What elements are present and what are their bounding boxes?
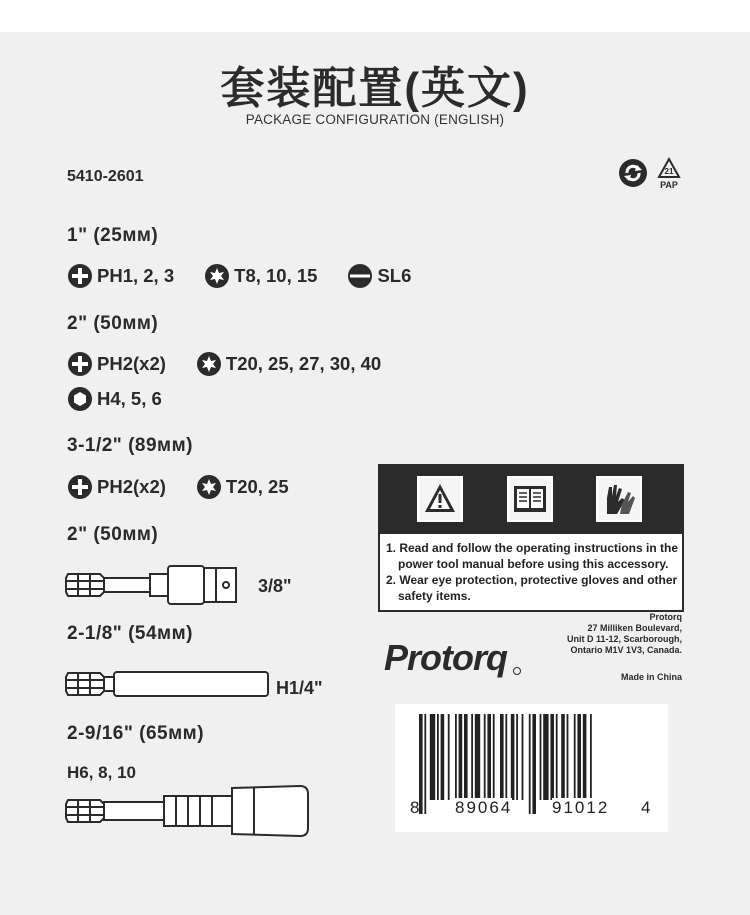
barcode-bar [455,714,457,800]
bit-row [67,386,192,412]
accessory-heading: 2-9/16" (65мм) [67,723,205,744]
barcode-bar [424,714,426,814]
accessory-heading: 2-1/8" (54мм) [67,623,193,644]
torx-icon [196,351,222,377]
recycle-material: PAP [660,180,678,190]
barcode-bar [505,714,507,800]
barcode-bar [471,714,473,800]
warning-item: 1. Read and follow the operating instructions in the power tool manual before using this accessory. [386,541,679,571]
socket-adapter-drawing [64,560,254,610]
hex-icon [67,386,93,412]
address-line: 27 Milliken Boulevard, [587,623,682,633]
read-manual-icon [507,476,553,522]
nut-setter-drawing [64,778,314,844]
bit-row [67,263,441,289]
warning-list [386,540,682,604]
address-line: Ontario M1V 1V3, Canada. [570,645,682,655]
page-subtitle: PACKAGE CONFIGURATION (ENGLISH) [245,112,505,127]
bit-label: PH2(x2) [97,353,166,374]
barcode-digit-right: 4 [641,798,651,817]
slotted-icon [347,263,373,289]
bit-row [67,351,411,377]
recycle-marks [618,156,688,201]
bit-item [67,386,162,412]
warning-item: 2. Wear eye protection, protective gloves and other safety items. [386,573,678,603]
barcode-bar [430,714,435,800]
barcode-bar [459,714,463,800]
barcode-bars [419,714,645,814]
section-heading: 2" (50мм) [67,313,159,334]
barcode-bar [464,714,468,800]
section-heading: 3-1/2" (89мм) [67,435,193,456]
barcode-bar [561,714,565,800]
bit-item [196,351,381,377]
barcode-bar [475,714,480,800]
warning-panel [378,464,684,612]
barcode-group-2: 91012 [552,798,610,817]
address-line: Unit D 11-12, Scarborough, [566,634,682,644]
accessory-label: H1/4" [276,678,323,698]
manufacturer-address [540,612,682,656]
bit-label: T8, 10, 15 [234,265,318,286]
warning-triangle-icon [417,476,463,522]
barcode-bar [583,714,587,800]
barcode-bar [441,714,445,800]
phillips-icon [67,474,93,500]
bit-item [67,263,174,289]
barcode-bar [567,714,569,800]
brand-logo-text: Protorq [384,637,507,678]
product-code: 5410-2601 [67,168,144,185]
barcode-bar [437,714,439,800]
barcode-bar [484,714,486,800]
warning-icons-bar [380,466,682,534]
barcode-bar [550,714,554,800]
phillips-icon [67,263,93,289]
bit-label: T20, 25, 27, 30, 40 [225,353,382,374]
barcode-bar [448,714,450,800]
recycle-icon [618,156,688,196]
accessory-label: H6, 8, 10 [67,763,136,782]
brand-logo [382,634,524,678]
bit-label: T20, 25 [225,476,289,497]
barcode-bar [419,714,423,814]
bit-holder-drawing [64,664,274,704]
barcode-bar [511,714,515,800]
bit-item [196,474,289,500]
bit-row [67,474,319,500]
barcode-group-1: 89064 [455,798,513,817]
section-heading: 1" (25мм) [67,225,159,246]
barcode-bar [574,714,576,800]
torx-icon [196,474,222,500]
barcode-digit-left: 8 [410,798,420,817]
barcode-bar [529,714,531,814]
bit-label: SL6 [377,265,412,286]
bit-item [204,263,317,289]
barcode-bar [487,714,491,800]
torx-icon [204,263,230,289]
barcode-bar [556,714,558,800]
accessory-heading: 2" (50мм) [67,524,159,545]
accessory-label: 3/8" [258,576,292,596]
bit-item [67,351,166,377]
barcode-bar [516,714,518,800]
barcode-bar [500,714,504,800]
address-line: Protorq [649,612,682,622]
barcode-bar [532,714,536,814]
phillips-icon [67,351,93,377]
barcode-bar [577,714,581,800]
barcode [395,704,668,832]
bit-item [67,474,166,500]
barcode-bar [493,714,495,800]
bit-label: PH2(x2) [97,476,166,497]
origin-label: Made in China [620,672,682,682]
barcode-bar [543,714,548,800]
bit-label: PH1, 2, 3 [97,265,175,286]
recycle-number: 21 [664,167,674,176]
barcode-bar [522,714,524,800]
barcode-bar [590,714,592,800]
page-title: 套装配置(英文) [220,64,530,113]
barcode-bar [540,714,542,800]
bit-item [347,263,411,289]
bit-label: H4, 5, 6 [97,388,162,409]
gloves-icon [596,476,642,522]
